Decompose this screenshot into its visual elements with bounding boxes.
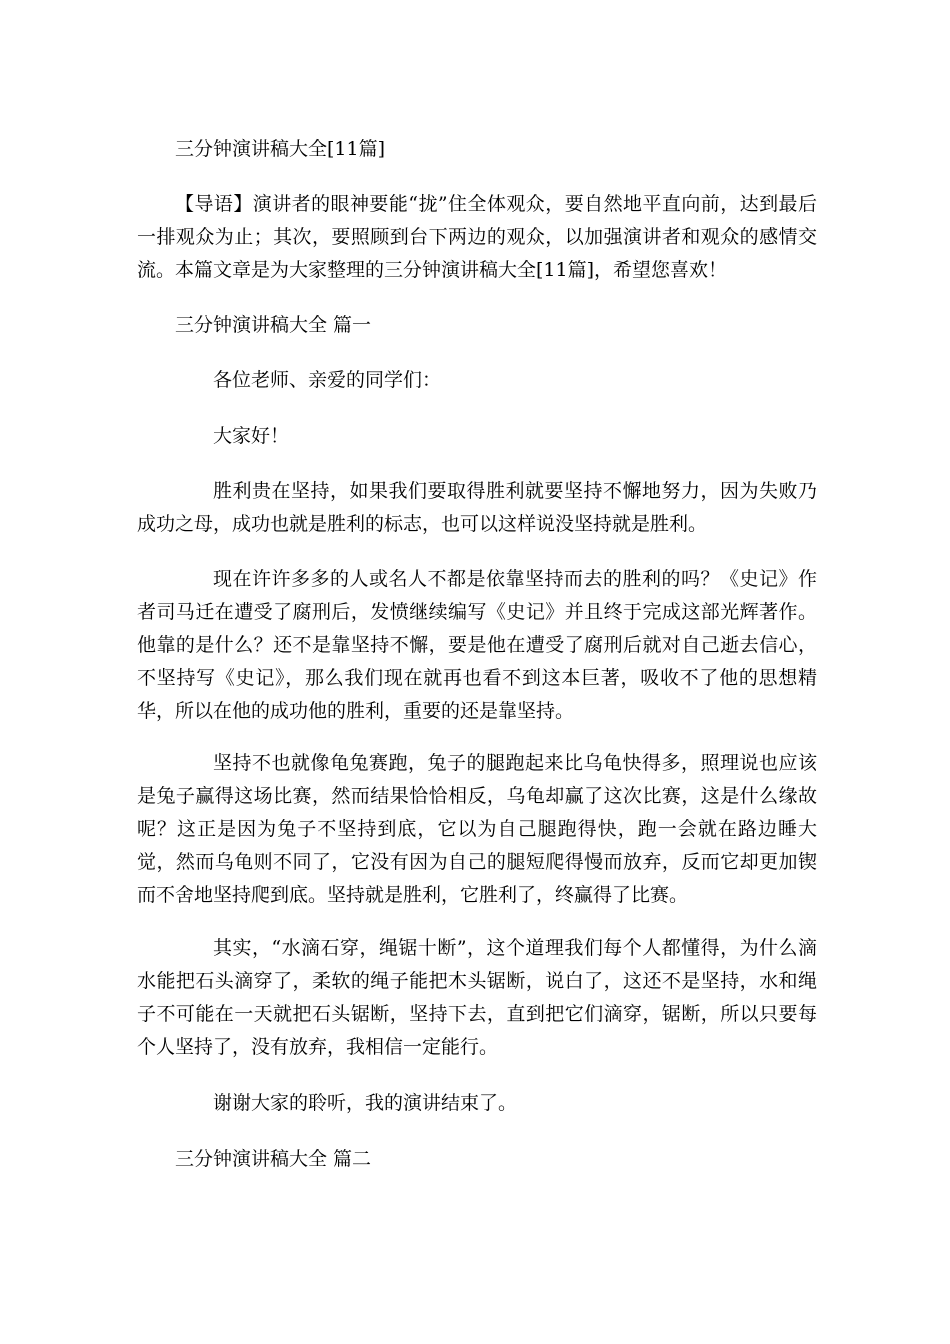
hello-paragraph: 大家好！ [213, 425, 290, 447]
greeting-paragraph: 各位老师、亲爱的同学们： [213, 369, 442, 391]
body-paragraph-2: 现在许许多多的人或名人不都是依靠坚持而去的胜利的吗？《史记》作者司马迁在遭受了腐刑后，发愤继续编写《史记》并且终于完成这部光辉著作。他靠的是什么？还不是靠坚持不懈，要是他在遭受了腐刑后就对自己逝去信心，不坚持写《史记》，那么我们现在就再也看不到这本巨著，吸收不了他的思想精华，所以在他的成功他的胜利，重要的还是靠坚持。 [137, 568, 817, 722]
closing-paragraph: 谢谢大家的聆听，我的演讲结束了。 [213, 1092, 518, 1114]
body-paragraph-3: 坚持不也就像龟兔赛跑，兔子的腿跑起来比乌龟快得多，照理说也应该是兔子赢得这场比赛，然而结果恰恰相反，乌龟却赢了这次比赛，这是什么缘故呢？这正是因为兔子不坚持到底，它以为自己腿跑得快，跑一会就在路边睡大觉，然而乌龟则不同了，它没有因为自己的腿短爬得慢而放弃，反而它却更加锲而不舍地坚持爬到底。坚持就是胜利，它胜利了，终赢得了比赛。 [137, 752, 817, 906]
body-paragraph-4: 其实，“水滴石穿，绳锯十断”，这个道理我们每个人都懂得，为什么滴水能把石头滴穿了，柔软的绳子能把木头锯断，说白了，这还不是坚持，水和绳子不可能在一天就把石头锯断，坚持下去，直到把它们滴穿，锯断，所以只要每个人坚持了，没有放弃，我相信一定能行。 [137, 937, 817, 1058]
intro-paragraph: 【导语】演讲者的眼神要能“拢”住全体观众，要自然地平直向前，达到最后一排观众为止；其次，要照顾到台下两边的观众，以加强演讲者和观众的感情交流。本篇文章是为大家整理的三分钟演讲稿大全[11篇]，希望您喜欢！ [137, 193, 817, 281]
section-heading-2: 三分钟演讲稿大全 篇二 [175, 1148, 372, 1170]
body-paragraph-1: 胜利贵在坚持，如果我们要取得胜利就要坚持不懈地努力，因为失败乃成功之母，成功也就是胜利的标志，也可以这样说没坚持就是胜利。 [137, 480, 817, 535]
document-title: 三分钟演讲稿大全[11篇] [175, 138, 386, 160]
section-heading-1: 三分钟演讲稿大全 篇一 [175, 314, 372, 336]
